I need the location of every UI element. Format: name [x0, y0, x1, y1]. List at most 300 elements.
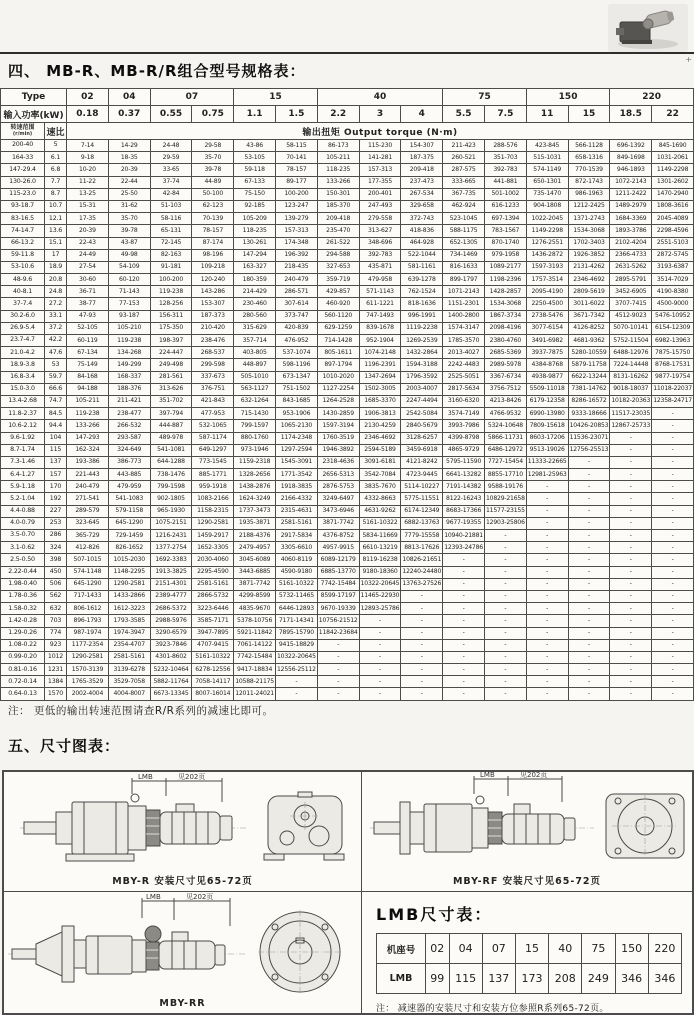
speed-range-value: 3.5-0.70 — [1, 530, 45, 542]
torque-value: - — [526, 590, 568, 602]
torque-value: 10322-20645 — [359, 578, 401, 590]
torque-value: 271-541 — [67, 493, 109, 505]
spec-row — [1, 395, 694, 407]
mby-rr-drawing — [4, 892, 360, 996]
torque-value: 6174-12349 — [401, 505, 443, 517]
torque-value: 139-279 — [276, 213, 318, 225]
spec-row — [1, 505, 694, 517]
torque-value: 476-952 — [276, 335, 318, 347]
torque-value: 1010-2020 — [317, 371, 359, 383]
torque-value: 27-54 — [67, 261, 109, 273]
torque-value: 1597-3193 — [526, 261, 568, 273]
torque-value: 649-1297 — [192, 444, 234, 456]
torque-value: - — [317, 688, 359, 700]
power-value: 0.18 — [67, 106, 109, 123]
speed-range-value: 2.5-0.50 — [1, 554, 45, 566]
side-view — [20, 794, 246, 861]
ratio-value: 24.8 — [45, 286, 67, 298]
spec-row — [1, 213, 694, 225]
torque-value: - — [652, 590, 694, 602]
torque-value: - — [526, 542, 568, 554]
torque-value: 1264-2528 — [317, 395, 359, 407]
torque-value: 157-313 — [276, 225, 318, 237]
torque-value: 12393-24786 — [443, 542, 485, 554]
corner-mark: + — [685, 55, 692, 64]
spec-row — [1, 140, 694, 152]
torque-value: 2594-5189 — [359, 444, 401, 456]
type-header-row — [1, 89, 694, 106]
ratio-value: 94.4 — [45, 420, 67, 432]
torque-value: 3937-7875 — [526, 347, 568, 359]
torque-value: 770-1539 — [568, 164, 610, 176]
table-note: 注： 更低的输出转速范围请查R/R系列的减速比即可。 — [8, 705, 274, 717]
lmb-table-title: LMB尺寸表： — [376, 905, 493, 924]
torque-value: 307-614 — [276, 298, 318, 310]
torque-value: 1071-2143 — [443, 286, 485, 298]
torque-value: 1290-2581 — [192, 517, 234, 529]
torque-value: 7742-15484 — [234, 651, 276, 663]
torque-value: - — [568, 639, 610, 651]
torque-value: 211-421 — [108, 395, 150, 407]
torque-value: 645-1290 — [67, 578, 109, 590]
torque-value: 435-871 — [359, 261, 401, 273]
torque-value: - — [652, 578, 694, 590]
torque-value: 896-1793 — [67, 615, 109, 627]
torque-value: - — [401, 651, 443, 663]
torque-value: 6990-13980 — [526, 408, 568, 420]
torque-value: - — [276, 676, 318, 688]
ratio-value: 115 — [45, 444, 67, 456]
torque-value: 115-230 — [359, 140, 401, 152]
torque-value: 717-1433 — [67, 590, 109, 602]
torque-value: 5280-10559 — [568, 347, 610, 359]
spec-row — [1, 420, 694, 432]
torque-value: 2098-4196 — [484, 322, 526, 334]
ratio-value: 774 — [45, 627, 67, 639]
torque-value: 4865-9729 — [443, 444, 485, 456]
torque-value: 2151-4301 — [150, 578, 192, 590]
torque-value: 12240-24480 — [401, 566, 443, 578]
torque-value: 1808-3616 — [652, 200, 694, 212]
torque-value: 357-714 — [234, 335, 276, 347]
torque-value: 2131-4262 — [568, 261, 610, 273]
speed-range-value: 66-13.2 — [1, 237, 45, 249]
torque-value: 644-1288 — [150, 456, 192, 468]
spec-row — [1, 383, 694, 395]
torque-value: - — [401, 590, 443, 602]
torque-value: 8813-17626 — [401, 542, 443, 554]
torque-value: 67-134 — [67, 347, 109, 359]
torque-value: 8122-16243 — [443, 493, 485, 505]
torque-value: - — [652, 688, 694, 700]
torque-value: - — [652, 542, 694, 554]
torque-value: 351-702 — [150, 395, 192, 407]
torque-value: 87-174 — [192, 237, 234, 249]
torque-value: 2809-5619 — [568, 286, 610, 298]
torque-value: - — [652, 408, 694, 420]
torque-value: 293-587 — [108, 432, 150, 444]
speed-range-value: 0.99-0.20 — [1, 651, 45, 663]
speed-range-value: 1.98-0.40 — [1, 578, 45, 590]
spec-row — [1, 615, 694, 627]
torque-value: - — [652, 554, 694, 566]
torque-value: 3947-7895 — [192, 627, 234, 639]
torque-value: 12011-24021 — [234, 688, 276, 700]
spec-row — [1, 176, 694, 188]
torque-value: 12556-25112 — [276, 664, 318, 676]
torque-value: - — [568, 578, 610, 590]
dimension-drawings-panel — [2, 770, 694, 1015]
torque-value: 5324-10648 — [484, 420, 526, 432]
torque-value: 3514-7029 — [652, 274, 694, 286]
torque-value: 650-1301 — [526, 176, 568, 188]
spec-row — [1, 493, 694, 505]
mby-rf-caption: MBY-RF 安装尺寸见65-72页 — [452, 876, 602, 887]
torque-value: - — [610, 444, 652, 456]
torque-value: 696-1392 — [610, 140, 652, 152]
torque-value: 84-168 — [67, 371, 109, 383]
torque-value: 22-43 — [67, 237, 109, 249]
torque-value: 1276-2551 — [526, 237, 568, 249]
dimension-lines — [142, 892, 230, 926]
speed-range-value: 4.0-0.79 — [1, 517, 45, 529]
torque-value: 3871-7742 — [234, 578, 276, 590]
torque-value: 9677-19355 — [443, 517, 485, 529]
speed-range-value: 10.6-2.12 — [1, 420, 45, 432]
torque-value: - — [526, 505, 568, 517]
type-value: 02 — [67, 89, 109, 106]
torque-value: 1196-2391 — [359, 359, 401, 371]
speed-range-unit: (r/min) — [12, 130, 33, 137]
power-value: 1.1 — [234, 106, 276, 123]
spec-row — [1, 481, 694, 493]
torque-value: 230-460 — [234, 298, 276, 310]
torque-value: 71-143 — [108, 286, 150, 298]
torque-value: 4835-9670 — [234, 603, 276, 615]
torque-value: 188-376 — [108, 383, 150, 395]
ratio-value: 10.7 — [45, 200, 67, 212]
torque-value: 1089-2177 — [484, 261, 526, 273]
torque-value: 1436-2872 — [526, 249, 568, 261]
torque-value: 313-626 — [150, 383, 192, 395]
lmb-value: 173 — [515, 964, 548, 994]
ratio-value: 192 — [45, 493, 67, 505]
spec-table — [0, 88, 694, 701]
torque-value: 3223-6446 — [192, 603, 234, 615]
torque-value: 9333-18666 — [568, 408, 610, 420]
torque-value: 35-70 — [192, 152, 234, 164]
torque-value: - — [526, 664, 568, 676]
torque-value: 4190-8380 — [652, 286, 694, 298]
torque-value: 1022-2045 — [526, 213, 568, 225]
torque-value: 4121-8242 — [401, 456, 443, 468]
spec-row — [1, 639, 694, 651]
torque-value: 429-857 — [317, 286, 359, 298]
torque-value: 141-281 — [359, 152, 401, 164]
power-value: 5.5 — [443, 106, 485, 123]
torque-value: - — [610, 530, 652, 542]
torque-value: 1174-2348 — [276, 432, 318, 444]
torque-value: - — [484, 530, 526, 542]
torque-value: 367-735 — [443, 188, 485, 200]
torque-value: 6446-12893 — [276, 603, 318, 615]
torque-value: 444-887 — [150, 420, 192, 432]
ratio-value: 1231 — [45, 664, 67, 676]
torque-value: - — [484, 627, 526, 639]
torque-value: 149-299 — [108, 359, 150, 371]
torque-value: 315-629 — [234, 322, 276, 334]
torque-value: 196-392 — [276, 249, 318, 261]
torque-value: 571-1143 — [359, 286, 401, 298]
torque-value: 1545-3091 — [276, 456, 318, 468]
torque-value: - — [610, 639, 652, 651]
torque-value: 1796-3592 — [401, 371, 443, 383]
torque-value: 3077-6154 — [526, 322, 568, 334]
frame-size-value: 150 — [615, 934, 648, 964]
torque-value: 412-826 — [67, 542, 109, 554]
spec-row — [1, 603, 694, 615]
speed-range-value: 164-33 — [1, 152, 45, 164]
ratio-value: 53 — [45, 359, 67, 371]
mby-rr-caption: MBY-RR — [159, 998, 206, 1009]
torque-value: 986-1963 — [568, 188, 610, 200]
torque-value: 286-571 — [276, 286, 318, 298]
torque-value: 5070-10141 — [610, 322, 652, 334]
torque-value: 4500-9000 — [652, 298, 694, 310]
torque-value: 134-268 — [108, 347, 150, 359]
torque-value: 200-401 — [359, 188, 401, 200]
torque-value: 91-181 — [150, 261, 192, 273]
torque-value: 3305-6610 — [276, 542, 318, 554]
torque-value: 92-185 — [234, 200, 276, 212]
speed-range-value: 3.1-0.62 — [1, 542, 45, 554]
torque-value: 2166-4332 — [276, 493, 318, 505]
torque-value: 59-118 — [234, 164, 276, 176]
torque-value: 952-1904 — [359, 335, 401, 347]
torque-value: 2866-5732 — [192, 590, 234, 602]
torque-value: 1685-3370 — [359, 395, 401, 407]
torque-value: 462-924 — [443, 200, 485, 212]
lmb-table — [376, 933, 682, 994]
torque-value: 3139-6278 — [108, 664, 150, 676]
torque-value: 12981-25963 — [526, 469, 568, 481]
spec-row — [1, 200, 694, 212]
torque-value: 4299-8599 — [234, 590, 276, 602]
torque-value: 3290-6579 — [150, 627, 192, 639]
torque-value: 365-729 — [67, 530, 109, 542]
torque-value: 323-645 — [67, 517, 109, 529]
torque-value: 946-1893 — [610, 164, 652, 176]
torque-value: - — [568, 664, 610, 676]
torque-value: 4060-8119 — [276, 554, 318, 566]
torque-value: 4590-9180 — [276, 566, 318, 578]
torque-value: 6154-12309 — [652, 322, 694, 334]
torque-value: 4004-8007 — [108, 688, 150, 700]
torque-value: 198-397 — [150, 335, 192, 347]
torque-value: 6488-12976 — [610, 347, 652, 359]
torque-value: 235-470 — [317, 225, 359, 237]
ratio-value: 6.1 — [45, 152, 67, 164]
drawing-cell-mby-rf — [362, 772, 692, 892]
torque-value: 1785-3570 — [443, 335, 485, 347]
torque-value: 47-93 — [67, 310, 109, 322]
power-value: 18.5 — [610, 106, 652, 123]
torque-value: 6982-13963 — [652, 335, 694, 347]
torque-value: 1074-2148 — [359, 347, 401, 359]
torque-value: 53-105 — [234, 152, 276, 164]
torque-value: - — [443, 590, 485, 602]
torque-value: 7171-14341 — [276, 615, 318, 627]
torque-value: 3491-6982 — [526, 335, 568, 347]
speed-range-value: 16.8-3.4 — [1, 371, 45, 383]
torque-value: 22-44 — [108, 176, 150, 188]
ratio-value: 506 — [45, 578, 67, 590]
torque-value: 3585-7171 — [192, 615, 234, 627]
torque-value: - — [443, 664, 485, 676]
torque-value: 1760-3519 — [317, 432, 359, 444]
torque-value: 30-60 — [67, 274, 109, 286]
torque-value: 522-1044 — [401, 249, 443, 261]
spec-row — [1, 164, 694, 176]
speed-range-value: 1.42-0.28 — [1, 615, 45, 627]
torque-value: 2389-4777 — [150, 590, 192, 602]
torque-value: 237-473 — [401, 176, 443, 188]
torque-value: 2685-5369 — [484, 347, 526, 359]
dimension-lines — [132, 772, 222, 802]
torque-value: 4723-9445 — [401, 469, 443, 481]
torque-value: 7895-15790 — [276, 627, 318, 639]
torque-value: - — [610, 481, 652, 493]
torque-value: - — [568, 469, 610, 481]
torque-value: 587-1174 — [192, 432, 234, 444]
power-header-row — [1, 106, 694, 123]
torque-value: - — [610, 603, 652, 615]
torque-value: 6885-13770 — [317, 566, 359, 578]
ratio-value: 1012 — [45, 651, 67, 663]
ratio-value: 170 — [45, 481, 67, 493]
torque-value: 1893-3786 — [610, 225, 652, 237]
ratio-value: 157 — [45, 469, 67, 481]
torque-value: - — [443, 603, 485, 615]
torque-value: 899-1797 — [443, 274, 485, 286]
torque-value: 9417-18834 — [234, 664, 276, 676]
torque-value: 177-355 — [359, 176, 401, 188]
torque-value: - — [610, 627, 652, 639]
speed-range-value: 23.7-4.7 — [1, 335, 45, 347]
torque-value: - — [443, 688, 485, 700]
torque-value: 93-187 — [108, 310, 150, 322]
torque-value: 4376-8752 — [317, 530, 359, 542]
torque-value: 58-115 — [276, 140, 318, 152]
torque-value: - — [652, 456, 694, 468]
torque-value: - — [568, 530, 610, 542]
torque-value: 2895-5791 — [610, 274, 652, 286]
torque-value: 35-70 — [108, 213, 150, 225]
torque-value: 1946-3892 — [317, 444, 359, 456]
torque-value: 168-337 — [108, 371, 150, 383]
torque-value: 2631-5262 — [610, 261, 652, 273]
torque-value: 210-420 — [192, 322, 234, 334]
torque-value: 187-373 — [192, 310, 234, 322]
speed-range-value: 74-14.7 — [1, 225, 45, 237]
torque-value: 15-31 — [67, 200, 109, 212]
torque-value: 3542-7084 — [359, 469, 401, 481]
torque-value: 9018-18037 — [610, 383, 652, 395]
torque-value: 49-98 — [108, 249, 150, 261]
torque-value: 10322-20645 — [276, 651, 318, 663]
torque-value: 42-84 — [150, 188, 192, 200]
torque-value: 7-14 — [67, 140, 109, 152]
speed-range-value: 1.08-0.22 — [1, 639, 45, 651]
mby-rf-drawing — [362, 772, 690, 872]
torque-value: 20-39 — [67, 225, 109, 237]
torque-value: 39-78 — [192, 164, 234, 176]
torque-value: - — [484, 566, 526, 578]
torque-value: - — [652, 627, 694, 639]
speed-range-value: 130-26.0 — [1, 176, 45, 188]
ratio-value: 13.6 — [45, 225, 67, 237]
torque-value: - — [317, 676, 359, 688]
torque-value: 1301-2602 — [652, 176, 694, 188]
torque-value: - — [443, 676, 485, 688]
torque-value: 2354-4707 — [108, 639, 150, 651]
torque-value: 5834-11669 — [359, 530, 401, 542]
torque-value: - — [568, 688, 610, 700]
torque-value: 294-588 — [317, 249, 359, 261]
torque-value: 3367-6734 — [484, 371, 526, 383]
torque-value: - — [568, 542, 610, 554]
torque-value: 153-307 — [192, 298, 234, 310]
torque-value: 1428-2857 — [484, 286, 526, 298]
torque-value: - — [652, 639, 694, 651]
torque-value: - — [652, 420, 694, 432]
torque-value: 162-324 — [67, 444, 109, 456]
torque-value: - — [359, 627, 401, 639]
lmb-dim-label: LMB — [480, 772, 495, 779]
torque-value: 1328-2656 — [234, 469, 276, 481]
torque-value: 12358-24717 — [652, 395, 694, 407]
torque-value: 762-1524 — [401, 286, 443, 298]
spec-row — [1, 347, 694, 359]
torque-value: 2656-5313 — [317, 469, 359, 481]
torque-value: 2315-4631 — [276, 505, 318, 517]
torque-value: 1489-2979 — [610, 200, 652, 212]
torque-value: 70-139 — [192, 213, 234, 225]
torque-value: 260-521 — [443, 152, 485, 164]
torque-value: 3045-6089 — [234, 554, 276, 566]
torque-value: 266-532 — [108, 420, 150, 432]
torque-value: 392-783 — [484, 164, 526, 176]
torque-value: 8599-17197 — [317, 590, 359, 602]
spec-row — [1, 310, 694, 322]
torque-value: 2030-4060 — [192, 554, 234, 566]
spec-row — [1, 286, 694, 298]
torque-value: 632-1264 — [234, 395, 276, 407]
torque-value: - — [443, 651, 485, 663]
torque-value: 18-35 — [108, 152, 150, 164]
torque-value: 299-598 — [192, 359, 234, 371]
frame-size-value: 07 — [482, 934, 515, 964]
torque-value: - — [317, 664, 359, 676]
torque-value: 3249-6497 — [317, 493, 359, 505]
torque-value: - — [401, 603, 443, 615]
torque-value: 563-1127 — [234, 383, 276, 395]
spec-row — [1, 359, 694, 371]
torque-value: - — [568, 481, 610, 493]
torque-value: 329-658 — [401, 200, 443, 212]
torque-value: 17-35 — [67, 213, 109, 225]
torque-value: 3529-7058 — [108, 676, 150, 688]
